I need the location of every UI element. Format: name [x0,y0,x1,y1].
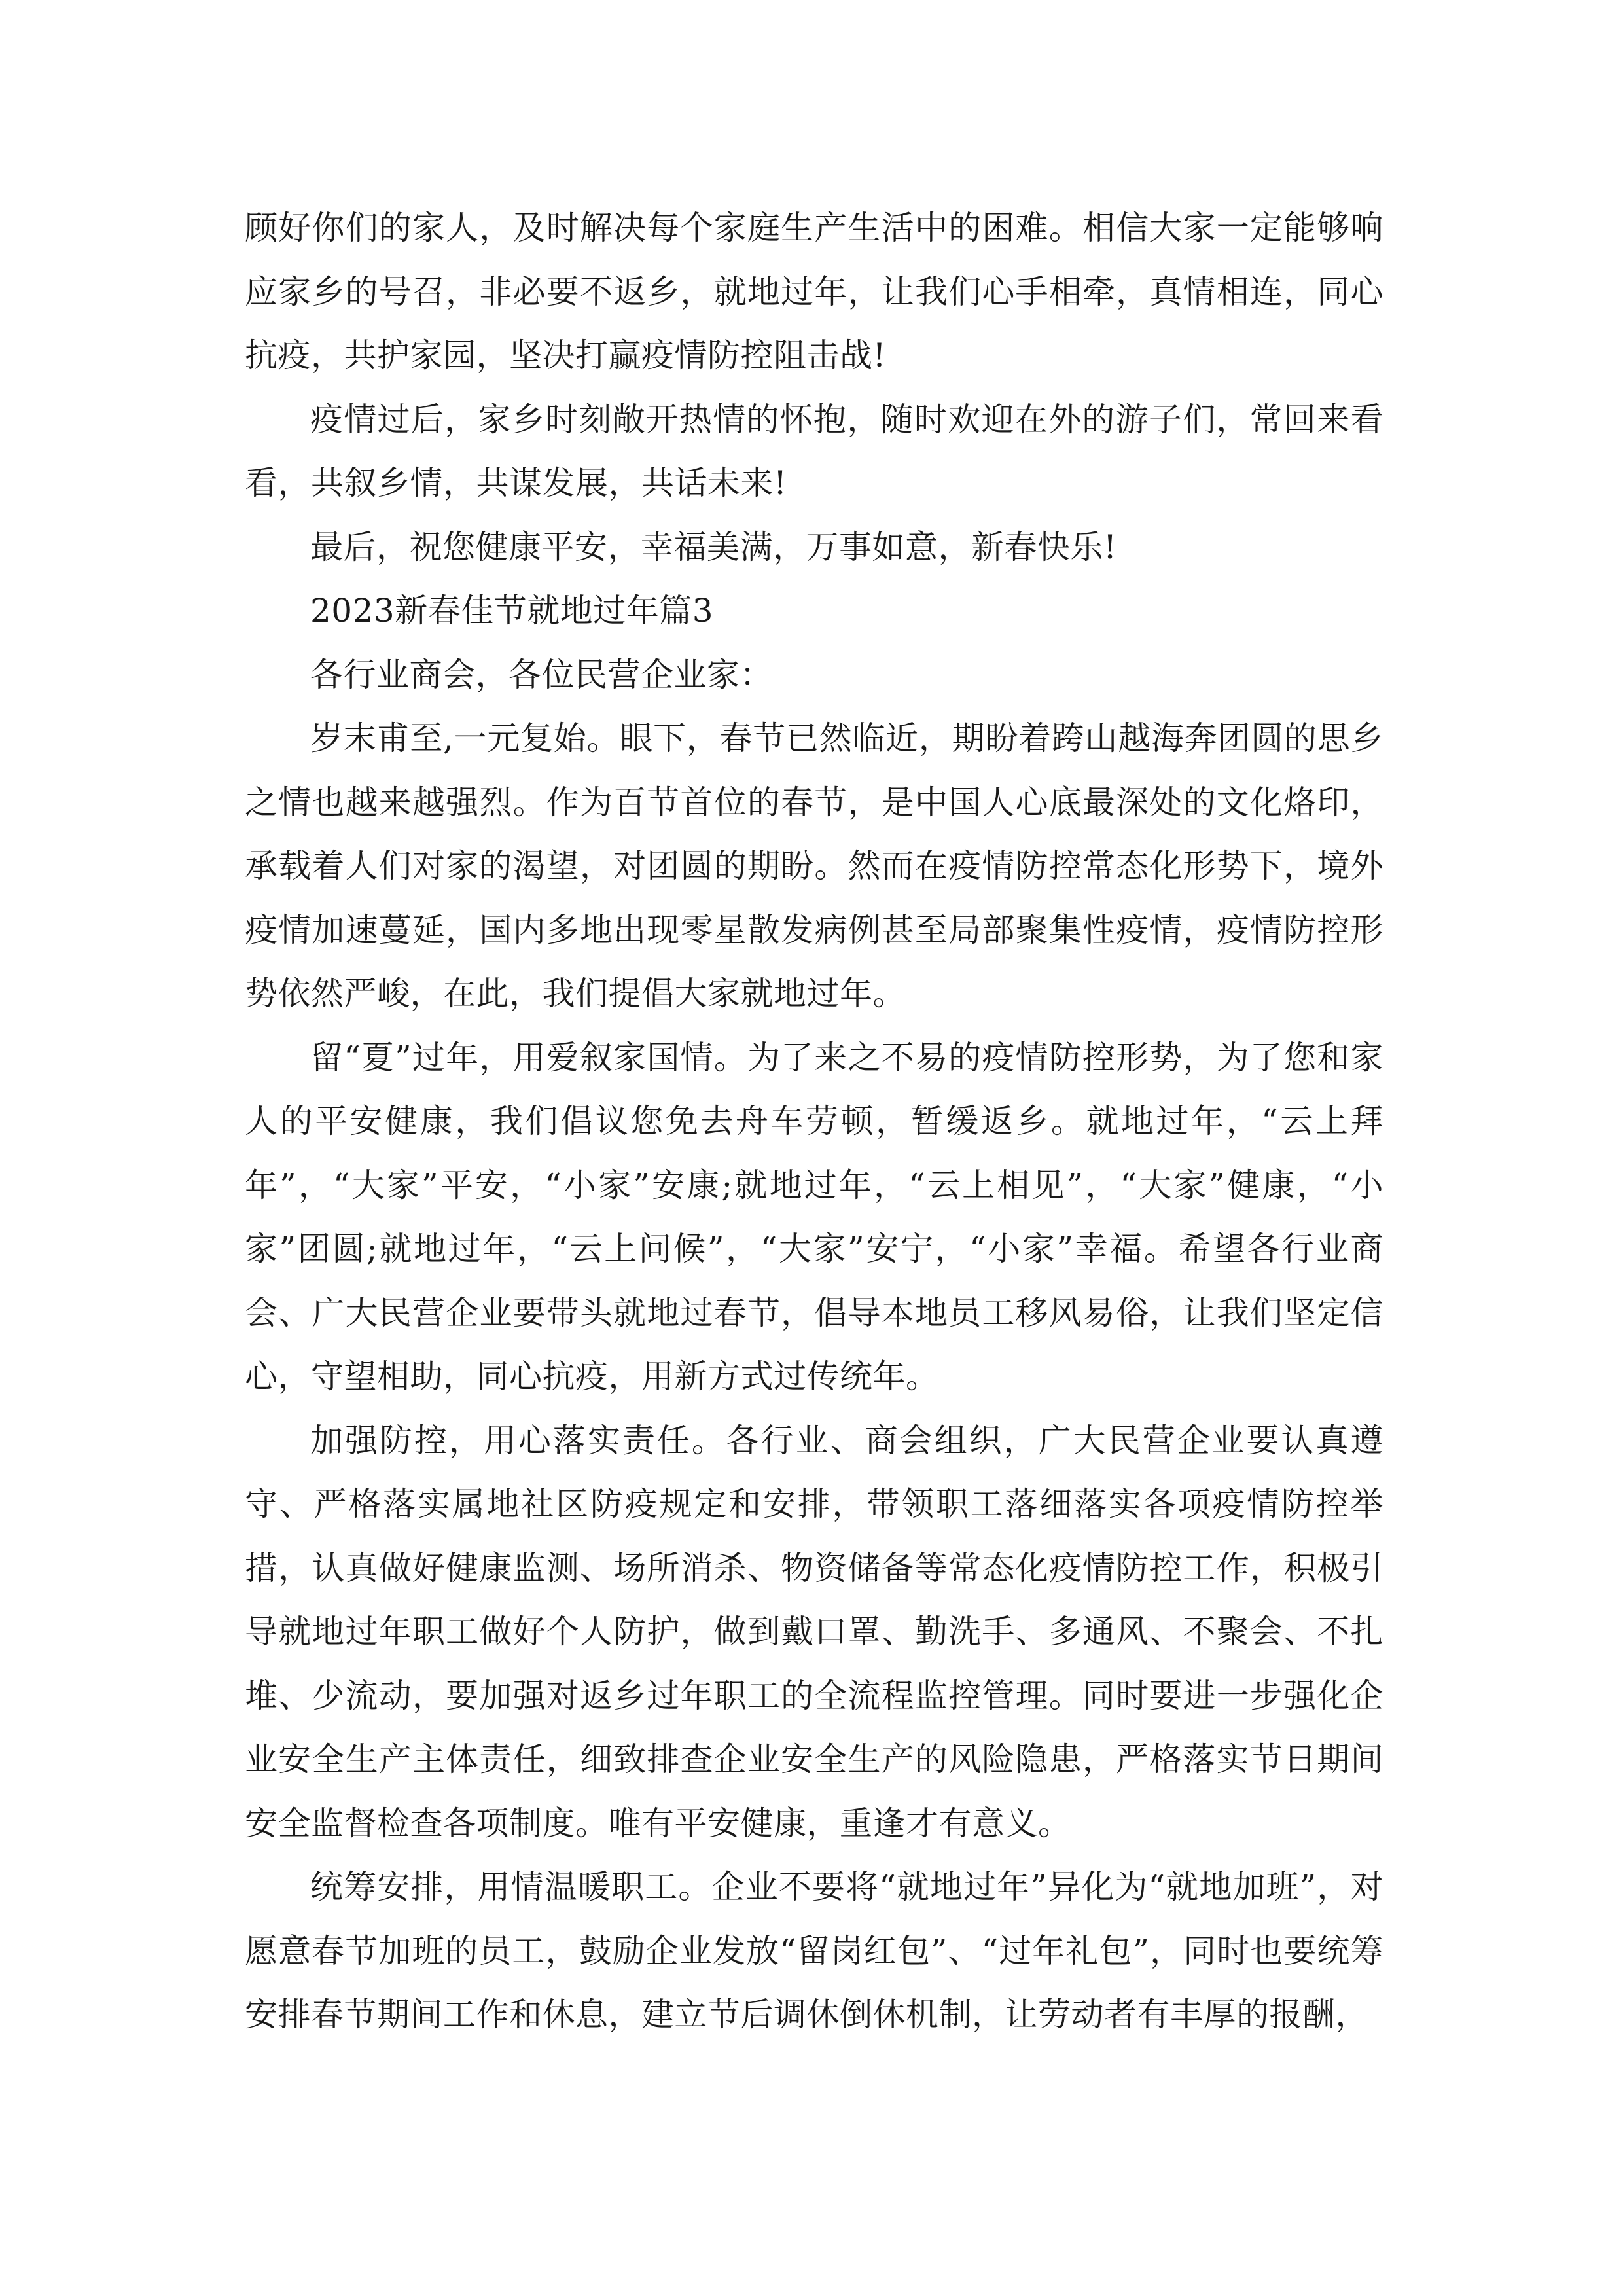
paragraph-continued: 顾好你们的家人，及时解决每个家庭生产生活中的困难。相信大家一定能够响应家乡的号召，非必要不返乡，就地过年，让我们心手相牵，真情相连，同心抗疫，共护家园，坚决打赢疫情防控阻击战! [245,209,1383,374]
paragraph: 留“夏”过年，用爱叙家国情。为了来之不易的疫情防控形势，为了您和家人的平安健康，我们倡议您免去舟车劳顿，暂缓返乡。就地过年，“云上拜年”，“大家”平安，“小家”安康;就地过年，“云上相见”，“大家”健康，“小家”团圆;就地过年，“云上问候”，“大家”安宁，“小家”幸福。希望各行业商会、广大民营企业要带头就地过春节，倡导本地员工移风易俗，让我们坚定信心，守望相助，同心抗疫，用新方式过传统年。 [245,1038,1383,1395]
section-heading: 2023新春佳节就地过年篇3 [310,592,714,630]
paragraph: 加强防控，用心落实责任。各行业、商会组织，广大民营企业要认真遵守、严格落实属地社区防疫规定和安排，带领职工落细落实各项疫情防控举措，认真做好健康监测、场所消杀、物资储备等常态化疫情防控工作，积极引导就地过年职工做好个人防护，做到戴口罩、勤洗手、多通风、不聚会、不扎堆、少流动，要加强对返乡过年职工的全流程监控管理。同时要进一步强化企业安全生产主体责任，细致排查企业安全生产的风险隐患，严格落实节日期间安全监督检查各项制度。唯有平安健康，重逢才有意义。 [245,1421,1383,1842]
paragraph: 最后，祝您健康平安，幸福美满，万事如意，新春快乐! [310,528,1117,566]
paragraph: 疫情过后，家乡时刻敞开热情的怀抱，随时欢迎在外的游子们，常回来看看，共叙乡情，共谋发展，共话未来! [245,400,1383,502]
paragraph: 统筹安排，用情温暖职工。企业不要将“就地过年”异化为“就地加班”，对愿意春节加班的员工，鼓励企业发放“留岗红包”、“过年礼包”，同时也要统筹安排春节期间工作和休息，建立节后调休倒休机制，让劳动者有丰厚的报酬， [245,1868,1383,2034]
document-body [245,196,1383,2047]
paragraph: 岁末甫至,一元复始。眼下，春节已然临近，期盼着跨山越海奔团圆的思乡之情也越来越强烈。作为百节首位的春节，是中国人心底最深处的文化烙印，承载着人们对家的渴望，对团圆的期盼。然而在疫情防控常态化形势下，境外疫情加速蔓延，国内多地出现零星散发病例甚至局部聚集性疫情，疫情防控形势依然严峻，在此，我们提倡大家就地过年。 [245,719,1383,1013]
salutation: 各行业商会，各位民营企业家： [310,655,773,694]
